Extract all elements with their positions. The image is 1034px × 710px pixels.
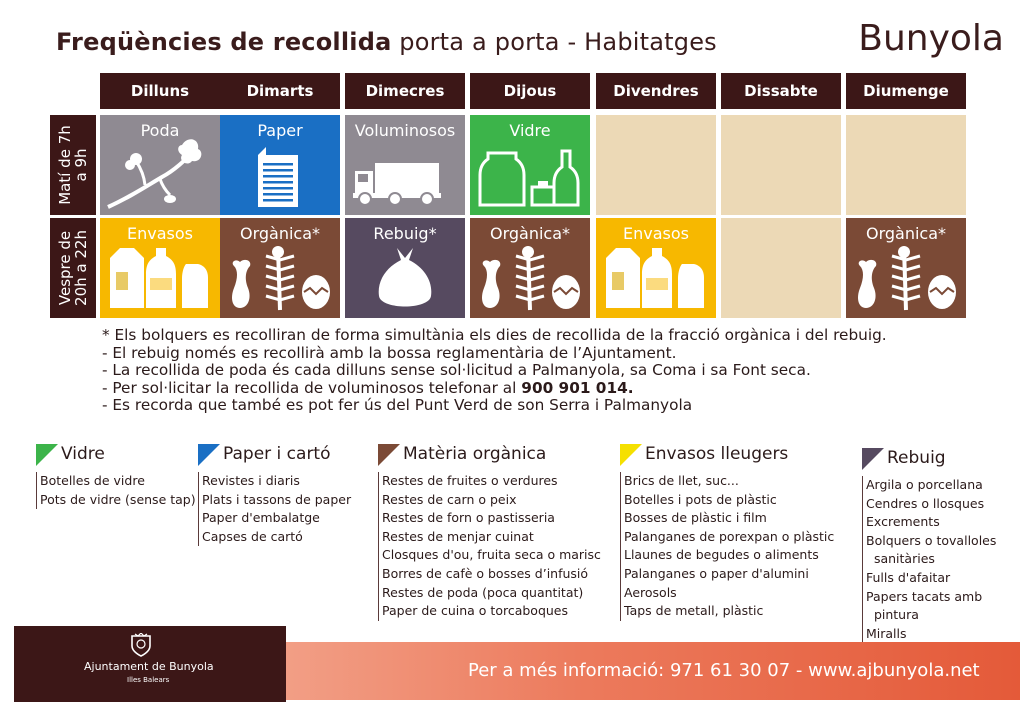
schedule-cell-evening-4	[596, 218, 716, 318]
schedule-cell-evening-0	[100, 218, 220, 318]
category-item: Restes de carn o peix	[382, 491, 517, 507]
category-item: Capses de cartó	[202, 528, 303, 544]
category-marker-icon	[378, 444, 400, 466]
category-item: Paper de cuina o torcaboques	[382, 603, 569, 619]
day-header-2: Dimecres	[345, 73, 465, 109]
day-header-1: Dimarts	[220, 73, 340, 109]
schedule-cell-evening-5	[721, 218, 841, 318]
category-4	[862, 446, 996, 643]
schedule-cell-morning-0	[100, 115, 220, 215]
category-name: Vidre	[61, 444, 105, 464]
fraction-label: Vidre	[509, 121, 551, 140]
org-region: Illes Balears	[127, 676, 170, 684]
category-item: Brics de llet, suc...	[624, 473, 739, 488]
category-item: Bolquers o tovalloles	[866, 532, 997, 548]
footer-info: Per a més informació: 971 61 30 07 - www.ajbunyola.net	[468, 660, 980, 681]
category-name: Paper i cartó	[223, 444, 331, 464]
fraction-label: Voluminosos	[354, 121, 456, 140]
category-item: Pots de vidre (sense tap)	[40, 491, 196, 507]
schedule-cell-evening-1	[220, 218, 340, 318]
category-item: Miralls	[866, 625, 907, 641]
category-item: Revistes i diaris	[202, 473, 300, 488]
category-item: Fulls d'afaitar	[866, 569, 951, 585]
category-item: Taps de metall, plàstic	[624, 603, 764, 619]
category-marker-icon	[36, 444, 58, 466]
schedule-cell-evening-6	[846, 218, 966, 318]
category-item: Papers tacats amb	[866, 588, 983, 604]
category-item: Restes de poda (poca quantitat)	[382, 584, 584, 600]
category-item: Cendres o llosques	[866, 495, 985, 511]
category-item: Restes de forn o pastisseria	[382, 510, 555, 526]
category-item: Plats i tassons de paper	[202, 491, 352, 507]
town-name: Bunyola	[858, 18, 1004, 59]
category-0	[36, 442, 196, 509]
category-item: Llaunes de begudes o aliments	[624, 547, 819, 563]
category-name: Envasos lleugers	[645, 444, 789, 464]
day-header-5: Dissabte	[721, 73, 841, 109]
phone-number: 900 901 014.	[521, 378, 634, 397]
category-item: Argila o porcellana	[866, 477, 983, 492]
notes	[102, 327, 887, 415]
schedule-grid	[100, 73, 966, 317]
category-item: Palanganes o paper d'alumini	[624, 565, 809, 581]
category-item: Palanganes de porexpan o plàstic	[624, 528, 835, 544]
category-item: Botelles de vidre	[40, 473, 145, 488]
category-marker-icon	[862, 448, 884, 470]
schedule-cell-morning-1	[220, 115, 340, 215]
category-item: Borres de cafè o bosses d’infusió	[382, 565, 589, 581]
fraction-label: Rebuig*	[373, 224, 437, 243]
day-header-6: Diumenge	[846, 73, 966, 109]
note: * Els bolquers es recolliran de forma simultània els dies de recollida de la fracció orgànica i del rebuig.	[102, 326, 887, 344]
category-marker-icon	[620, 444, 642, 466]
schedule-cell-morning-5	[721, 115, 841, 215]
note: - La recollida de poda és cada dilluns sense sol·licitud a Palmanyola, sa Coma i sa Font seca.	[102, 361, 811, 380]
category-item: pintura	[866, 607, 919, 623]
schedule-cell-morning-3	[470, 115, 590, 215]
category-item: Excrements	[866, 514, 940, 530]
row-label-morning: Matí de 7h a 9h	[50, 115, 96, 215]
fraction-label: Envasos	[127, 224, 193, 243]
org-name: Ajuntament de Bunyola	[84, 660, 214, 673]
schedule-cell-evening-2	[345, 218, 465, 318]
day-header-0: Dilluns	[100, 73, 220, 109]
fraction-label: Orgànica*	[239, 224, 321, 243]
day-header-3: Dijous	[470, 73, 590, 109]
category-item: Closques d'ou, fruita seca o marisc	[382, 547, 601, 563]
category-3	[620, 442, 834, 621]
fraction-label: Orgànica*	[489, 224, 571, 243]
category-1	[198, 442, 351, 546]
category-item: Paper d'embalatge	[202, 510, 320, 526]
category-name: Matèria orgànica	[403, 444, 547, 464]
category-item: Restes de menjar cuinat	[382, 528, 534, 544]
crest-icon	[130, 633, 152, 657]
category-item: Aerosols	[624, 584, 677, 600]
category-marker-icon	[198, 444, 220, 466]
note: - Es recorda que també es pot fer ús del Punt Verd de son Serra i Palmanyola	[102, 396, 693, 415]
row-label-evening: Vespre de 20h a 22h	[50, 218, 96, 318]
day-header-4: Divendres	[596, 73, 716, 109]
schedule-cell-morning-2	[345, 115, 465, 215]
schedule-cell-morning-4	[596, 115, 716, 215]
fraction-label: Orgànica*	[865, 224, 947, 243]
schedule-cell-evening-3	[470, 218, 590, 318]
fraction-label: Envasos	[623, 224, 689, 243]
category-name: Rebuig	[887, 448, 946, 468]
category-item: Botelles i pots de plàstic	[624, 491, 777, 507]
page-title: Freqüències de recollida porta a porta - Habitatges	[56, 28, 717, 56]
note-phone: - Per sol·licitar la recollida de voluminosos telefonar al 900 901 014.	[102, 378, 634, 397]
note: - El rebuig només es recollirà amb la bossa reglamentària de l’Ajuntament.	[102, 343, 677, 362]
schedule-cell-morning-6	[846, 115, 966, 215]
category-item: Bosses de plàstic i film	[624, 510, 767, 526]
category-item: Restes de fruites o verdures	[382, 473, 558, 488]
category-item: sanitàries	[866, 551, 935, 567]
fraction-label: Paper	[257, 121, 303, 140]
category-2	[378, 442, 601, 621]
fraction-label: Poda	[140, 121, 180, 140]
